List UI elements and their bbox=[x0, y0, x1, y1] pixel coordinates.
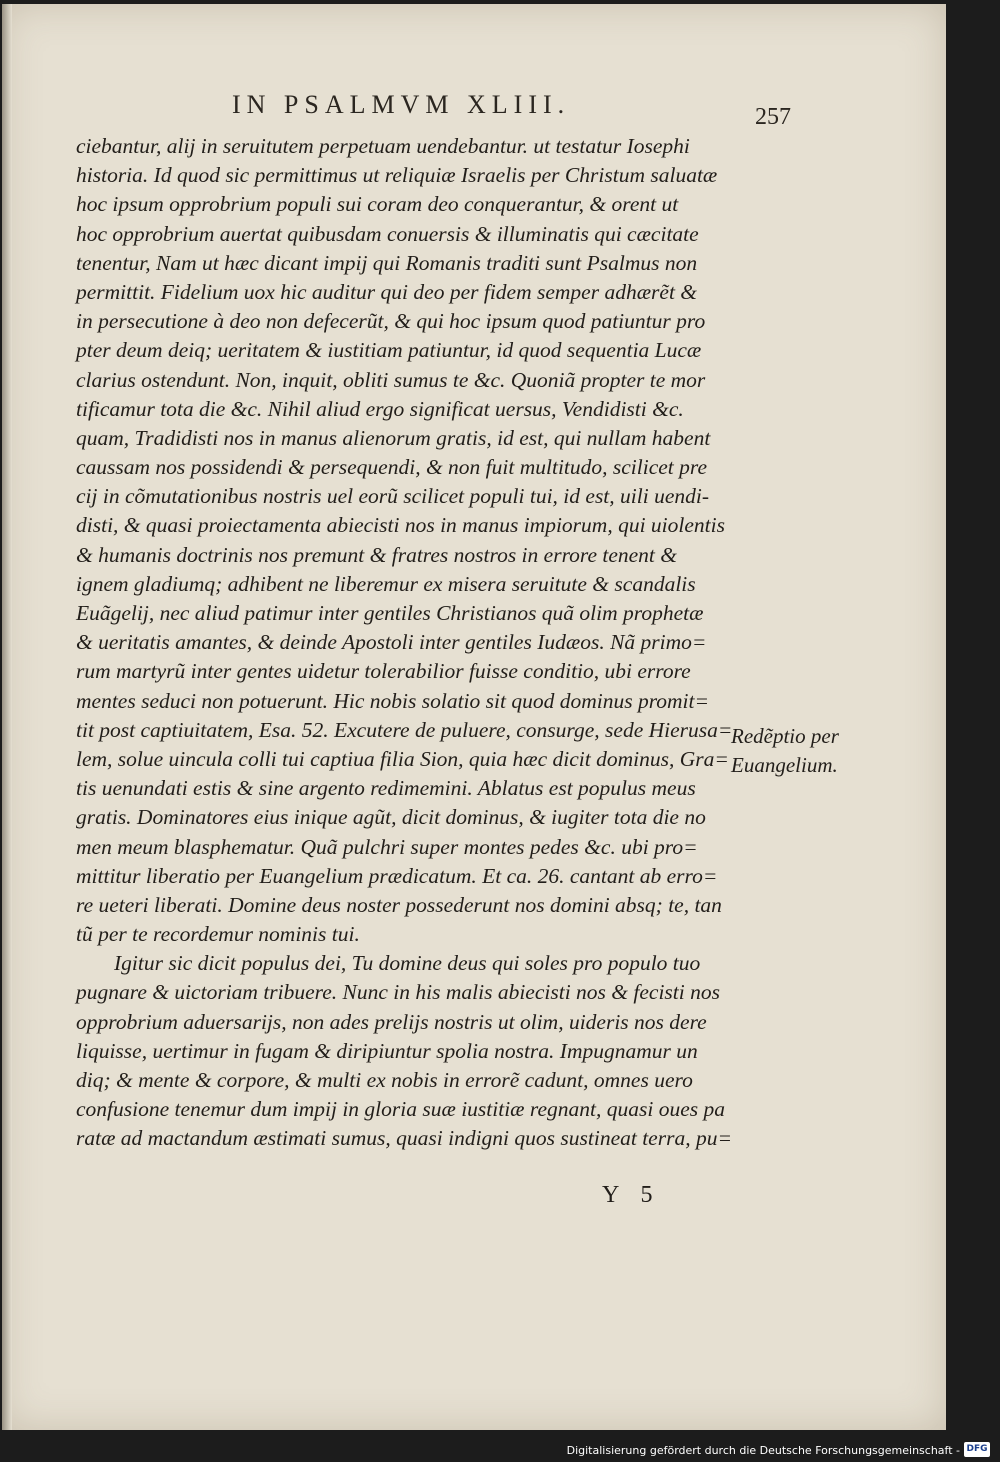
page-gutter-shadow bbox=[2, 4, 12, 1430]
text-line: Euãgelij, nec aliud patimur inter gentiles Christianos quã olim prophetæ bbox=[76, 601, 704, 625]
signature-mark: Y 5 bbox=[602, 1182, 661, 1208]
text-line: cij in cõmutationibus nostris uel eorũ scilicet populi tui, id est, uili uendi- bbox=[76, 484, 710, 509]
text-line: men meum blasphematur. Quã pulchri super montes pedes &c. ubi pro= bbox=[76, 834, 698, 859]
page-number: 257 bbox=[755, 104, 791, 130]
text-line: tenentur, Nam ut hæc dicant impij qui Romanis traditi sunt Psalmus non bbox=[76, 250, 698, 275]
dfg-logo-icon: DFG bbox=[964, 1442, 990, 1457]
text-line: clarius ostendunt. Non, inquit, obliti sumus te &c. Quoniã propter te mor bbox=[76, 367, 706, 392]
margin-note bbox=[731, 722, 839, 780]
text-line: & humanis doctrinis nos premunt & fratres nostros in errore tenent & bbox=[76, 542, 678, 567]
text-line-paragraph-start: Igitur sic dicit populus dei, Tu domine deus qui soles pro populo tuo bbox=[114, 951, 701, 976]
text-line: diq; & mente & corpore, & multi ex nobis in errorẽ cadunt, omnes uero bbox=[76, 1068, 693, 1092]
text-line: tũ per te recordemur nominis tui. bbox=[76, 922, 360, 947]
text-line: pter deum deiq; ueritatem & iustitiam patiuntur, id quod sequentia Lucæ bbox=[76, 338, 702, 363]
text-line: ignem gladiumq; adhibent ne liberemur ex misera seruitute & scandalis bbox=[76, 571, 696, 596]
text-line: hoc opprobrium auertat quibusdam conuersis & illuminatis qui cæcitate bbox=[76, 221, 699, 246]
text-line: liquisse, uertimur in fugam & diripiuntur spolia nostra. Impugnamur un bbox=[76, 1038, 698, 1063]
text-line: mittitur liberatio per Euangelium prædicatum. Et ca. 26. cantant ab erro= bbox=[76, 863, 718, 888]
text-line: gratis. Dominatores eius inique agũt, dicit dominus, & iugiter tota die no bbox=[76, 805, 706, 830]
text-line: quam, Tradidisti nos in manus alienorum gratis, id est, qui nullam habent bbox=[76, 425, 711, 450]
margin-note-line: Euangelium. bbox=[731, 753, 838, 777]
text-line: rum martyrũ inter gentes uidetur tolerabilior fuisse conditio, ubi errore bbox=[76, 659, 691, 684]
body-text bbox=[76, 132, 742, 1154]
text-line: pugnare & uictoriam tribuere. Nunc in his malis abiecisti nos & fecisti nos bbox=[76, 980, 720, 1005]
text-line: re ueteri liberati. Domine deus noster possederunt nos domini absq; te, tan bbox=[76, 892, 722, 917]
text-line: disti, & quasi proiectamenta abiecisti nos in manus impiorum, qui uiolentis bbox=[76, 513, 725, 538]
text-line: in persecutione à deo non defecerũt, & qui hoc ipsum quod patiuntur pro bbox=[76, 309, 706, 334]
footer-credit: Digitalisierung gefördert durch die Deutsche Forschungsgemeinschaft - bbox=[566, 1444, 960, 1457]
running-head: IN PSALMVM XLIII. bbox=[232, 90, 571, 119]
text-line: historia. Id quod sic permittimus ut reliquiæ Israelis per Christum saluatæ bbox=[76, 163, 718, 188]
text-line: mentes seduci non potuerunt. Hic nobis solatio sit quod dominus promit= bbox=[76, 688, 710, 713]
margin-note-line: Redẽptio per bbox=[731, 724, 839, 748]
text-line: hoc ipsum opprobrium populi sui coram deo conquerantur, & orent ut bbox=[76, 192, 679, 217]
text-line: ciebantur, alij in seruitutem perpetuam uendebantur. ut testatur Iosephi bbox=[76, 134, 690, 158]
text-line: tit post captiuitatem, Esa. 52. Excutere de puluere, consurge, sede Hierusa= bbox=[76, 717, 733, 742]
text-line: permittit. Fidelium uox hic auditur qui deo per fidem semper adhærẽt & bbox=[76, 279, 698, 304]
text-line: caussam nos possidendi & persequendi, & non fuit multitudo, scilicet pre bbox=[76, 455, 708, 480]
text-line: confusione tenemur dum impij in gloria suæ iustitiæ regnant, quasi oues pa bbox=[76, 1097, 725, 1122]
text-line: ratæ ad mactandum æstimati sumus, quasi indigni quos sustineat terra, pu= bbox=[76, 1126, 732, 1151]
text-line: tis uenundati estis & sine argento redimemini. Ablatus est populus meus bbox=[76, 776, 696, 801]
text-line: opprobrium aduersarijs, non ades prelijs nostris ut olim, uideris nos dere bbox=[76, 1009, 707, 1034]
text-line: lem, solue uincula colli tui captiua filia Sion, quia hæc dicit dominus, Gra= bbox=[76, 746, 729, 771]
text-line: & ueritatis amantes, & deinde Apostoli inter gentiles Iudæos. Nã primo= bbox=[76, 630, 707, 655]
text-line: tificamur tota die &c. Nihil aliud ergo significat uersus, Vendidisti &c. bbox=[76, 396, 684, 421]
